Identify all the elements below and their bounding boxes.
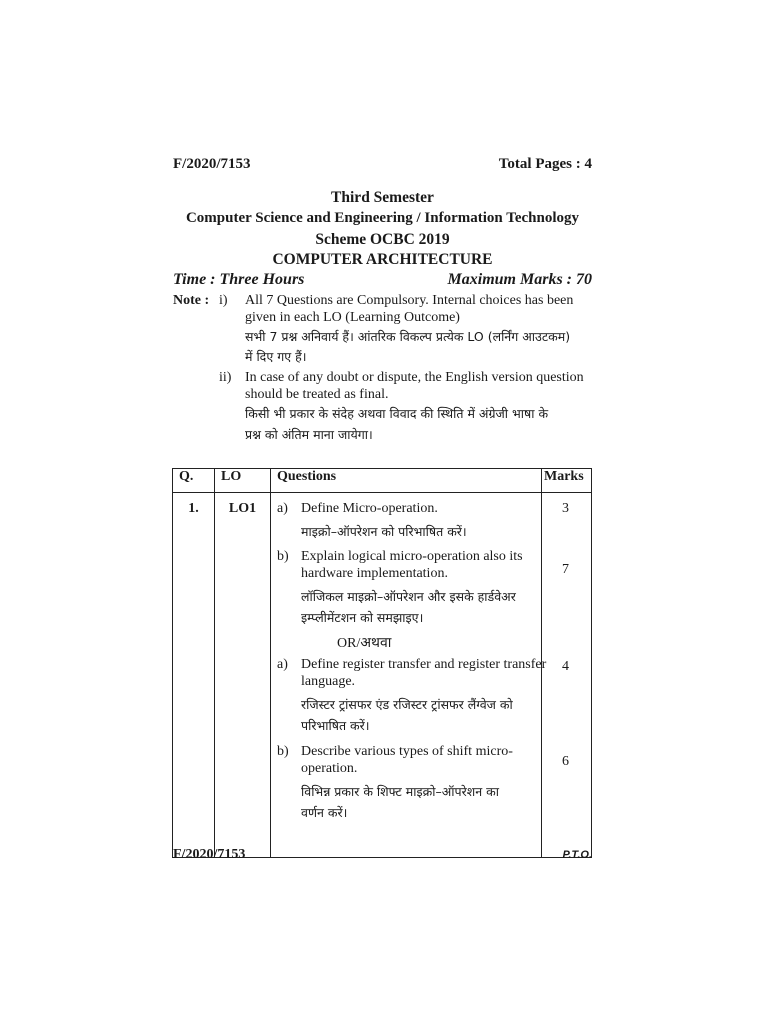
questions-table <box>172 468 592 858</box>
a1-marks: 3 <box>562 501 569 516</box>
b2-hi-1: विभिन्न प्रकार के शिफ्ट माइक्रो–ऑपरेशन का <box>301 784 499 799</box>
a2-marks: 4 <box>562 659 569 674</box>
marks-cell <box>542 493 592 858</box>
note-i-marker: i) <box>219 293 228 308</box>
b1-en-1: Explain logical micro-operation also its <box>301 549 523 564</box>
b1-marker: b) <box>277 549 289 564</box>
question-number: 1. <box>173 493 215 858</box>
a1-en: Define Micro-operation. <box>301 501 438 516</box>
a2-marker: a) <box>277 657 288 672</box>
max-marks-label: Maximum Marks : 70 <box>447 271 592 288</box>
note-ii-en-1: In case of any doubt or dispute, the English version question <box>245 370 584 385</box>
note-ii-en-2: should be treated as final. <box>245 387 389 402</box>
table-row <box>173 493 592 858</box>
header-q: Q. <box>173 469 215 493</box>
header-marks: Marks <box>542 469 592 493</box>
a1-marker: a) <box>277 501 288 516</box>
page-header-code: F/2020/7153 <box>173 156 251 172</box>
note-i-hi-2: में दिए गए हैं। <box>245 349 307 364</box>
b2-marker: b) <box>277 744 289 759</box>
note-i-en-1: All 7 Questions are Compulsory. Internal choices has been <box>245 293 574 308</box>
or-separator: OR/अथवा <box>337 636 392 651</box>
note-i-en-2: given in each LO (Learning Outcome) <box>245 310 460 325</box>
subject-title: COMPUTER ARCHITECTURE <box>272 251 493 268</box>
b1-en-2: hardware implementation. <box>301 566 448 581</box>
pto-label: P.T.O. <box>562 849 592 861</box>
b1-hi-2: इम्प्लीमेंटशन को समझाइए। <box>301 610 424 625</box>
b2-marks: 6 <box>562 754 569 769</box>
scheme-title: Scheme OCBC 2019 <box>315 231 450 248</box>
table-header-row <box>173 469 592 493</box>
note-label: Note : <box>173 293 210 308</box>
b1-hi-1: लॉजिकल माइक्रो–ऑपरेशन और इसके हार्डवेअर <box>301 589 516 604</box>
note-ii-hi-1: किसी भी प्रकार के संदेह अथवा विवाद की स्थिति में अंग्रेजी भाषा के <box>245 406 549 421</box>
learning-outcome: LO1 <box>215 493 271 858</box>
a2-en-1: Define register transfer and register transfer <box>301 657 547 672</box>
a2-hi-1: रजिस्टर ट्रांसफर एंड रजिस्टर ट्रांसफर लैंग्वेज को <box>301 697 513 712</box>
b2-hi-2: वर्णन करें। <box>301 805 348 820</box>
note-ii-marker: ii) <box>219 370 232 385</box>
b1-marks: 7 <box>562 562 569 577</box>
header-lo: LO <box>215 469 271 493</box>
note-i-hi-1: सभी 7 प्रश्न अनिवार्य हैं। आंतरिक विकल्प प्रत्येक LO (लर्निंग आउटकम) <box>245 329 571 344</box>
time-label: Time : Three Hours <box>173 271 305 288</box>
b2-en-1: Describe various types of shift micro- <box>301 744 513 759</box>
a1-hi: माइक्रो–ऑपरेशन को परिभाषित करें। <box>301 524 467 539</box>
a2-hi-2: परिभाषित करें। <box>301 718 370 733</box>
a2-en-2: language. <box>301 674 356 689</box>
question-cell <box>271 493 547 858</box>
branch-title: Computer Science and Engineering / Information Technology <box>185 210 580 226</box>
semester-title: Third Semester <box>331 189 434 206</box>
total-pages: Total Pages : 4 <box>498 156 592 172</box>
note-ii-hi-2: प्रश्न को अंतिम माना जायेगा। <box>245 427 373 442</box>
header-questions: Questions <box>271 469 542 493</box>
b2-en-2: operation. <box>301 761 358 776</box>
footer-code: F/2020/7153 <box>173 847 246 862</box>
